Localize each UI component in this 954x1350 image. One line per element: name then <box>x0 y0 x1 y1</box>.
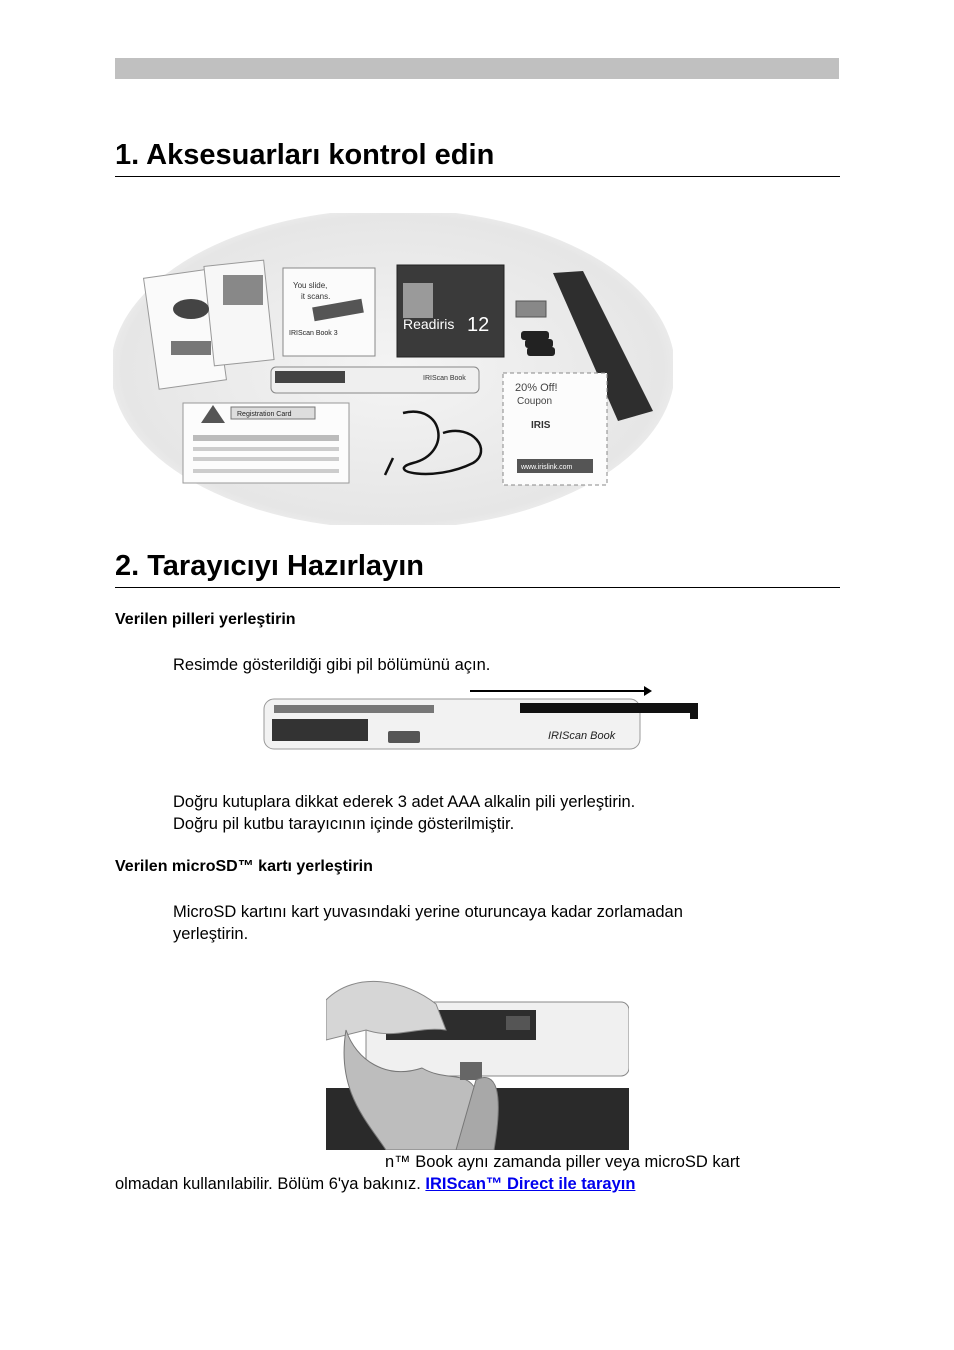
scan-direct-link[interactable]: IRIScan™ Direct ile tarayın <box>425 1175 636 1193</box>
batteries-step-insert: Doğru kutuplara dikkat ederek 3 adet AAA alkalin pili yerleştirin. Doğru pil kutbu tarayıcının içinde gösterilmiştir. <box>173 793 636 833</box>
svg-text:Coupon: Coupon <box>517 396 553 407</box>
microsd-heading: Verilen microSD™ kartı yerleştirin <box>115 858 373 875</box>
svg-text:12: 12 <box>467 314 490 336</box>
svg-text:it scans.: it scans. <box>301 292 331 301</box>
readiris-box <box>397 265 504 357</box>
svg-text:IRIScan Book: IRIScan Book <box>423 375 466 382</box>
registration-card <box>183 403 349 483</box>
quick-guide <box>283 268 375 356</box>
svg-text:Registration Card: Registration Card <box>237 411 292 418</box>
scanner-open-illustration <box>260 683 702 757</box>
microsd-step: MicroSD kartını kart yuvasındaki yerine oturuncaya kadar zorlamadan yerleştirin. <box>173 903 683 943</box>
svg-text:IRIS: IRIS <box>531 420 551 431</box>
svg-text:20% Off!: 20% Off! <box>515 382 558 394</box>
note-line-1: n™ Book aynı zamanda piller veya microSD kart <box>385 1153 740 1171</box>
svg-text:IRIScan Book: IRIScan Book <box>548 730 616 742</box>
section-title-accessories: 1. Aksesuarları kontrol edin <box>115 138 840 177</box>
batteries-heading: Verilen pilleri yerleştirin <box>115 611 296 628</box>
svg-text:Readiris: Readiris <box>403 316 455 332</box>
section-title-prepare-scanner: 2. Tarayıcıyı Hazırlayın <box>115 549 840 588</box>
svg-text:www.irislink.com: www.irislink.com <box>521 464 573 471</box>
coupon-card <box>503 373 607 485</box>
batteries-step-open: Resimde gösterildiği gibi pil bölümünü açın. <box>173 656 491 674</box>
svg-text:You slide,: You slide, <box>293 281 328 290</box>
svg-text:IRIScan Book 3: IRIScan Book 3 <box>289 330 338 337</box>
note-line-2: olmadan kullanılabilir. Bölüm 6'ya bakınız. IRIScan™ Direct ile tarayın <box>115 1175 636 1193</box>
scanner-wand <box>271 367 479 393</box>
microsd-insertion-photo <box>326 970 629 1150</box>
header-bar <box>115 58 839 79</box>
accessories-photo <box>113 213 673 525</box>
